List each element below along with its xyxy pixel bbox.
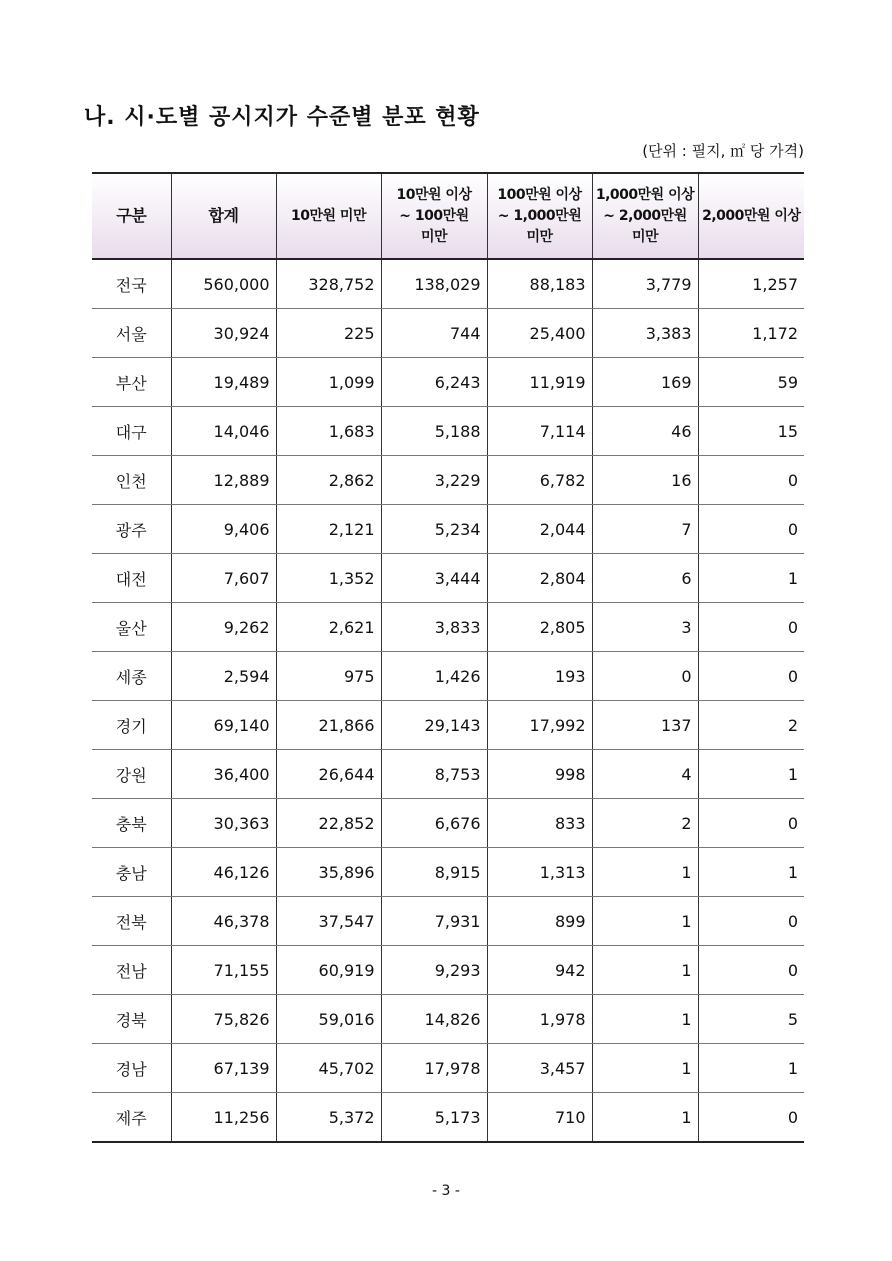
table-cell: 328,752 (276, 259, 381, 309)
table-cell: 69,140 (171, 701, 276, 750)
table-row (92, 309, 804, 358)
table-cell: 11,256 (171, 1093, 276, 1143)
table-cell: 2,862 (276, 456, 381, 505)
price-distribution-table (92, 172, 804, 1143)
table-cell: 1,978 (487, 995, 592, 1044)
table-row (92, 603, 804, 652)
table-cell: 6,782 (487, 456, 592, 505)
table-row (92, 505, 804, 554)
table-cell: 3,457 (487, 1044, 592, 1093)
table-cell: 6 (592, 554, 698, 603)
table-cell: 60,919 (276, 946, 381, 995)
table-cell: 46,378 (171, 897, 276, 946)
table-cell: 4 (592, 750, 698, 799)
table-cell: 2,044 (487, 505, 592, 554)
region-name: 울산 (92, 603, 171, 652)
region-name: 세종 (92, 652, 171, 701)
table-cell: 1,426 (381, 652, 487, 701)
table-cell: 1,683 (276, 407, 381, 456)
table-row (92, 1093, 804, 1143)
table-cell: 1 (592, 1093, 698, 1143)
table-cell: 8,753 (381, 750, 487, 799)
table-cell: 21,866 (276, 701, 381, 750)
table-cell: 7 (592, 505, 698, 554)
table-cell: 3,833 (381, 603, 487, 652)
column-header: 100만원 이상 ~ 1,000만원 미만 (487, 173, 592, 259)
table-cell: 6,243 (381, 358, 487, 407)
column-header: 10만원 이상 ~ 100만원 미만 (381, 173, 487, 259)
table-cell: 1 (592, 897, 698, 946)
table-cell: 17,992 (487, 701, 592, 750)
table-cell: 3,444 (381, 554, 487, 603)
table-cell: 1 (698, 750, 804, 799)
table-cell: 0 (698, 652, 804, 701)
region-name: 경남 (92, 1044, 171, 1093)
table-cell: 0 (592, 652, 698, 701)
table-cell: 75,826 (171, 995, 276, 1044)
table-cell: 2,804 (487, 554, 592, 603)
table-row (92, 701, 804, 750)
table-row (92, 554, 804, 603)
table-cell: 2,121 (276, 505, 381, 554)
table-cell: 0 (698, 456, 804, 505)
region-name: 제주 (92, 1093, 171, 1143)
unit-note: (단위 : 필지, ㎡ 당 가격) (642, 142, 804, 160)
column-header: 합계 (171, 173, 276, 259)
table-cell: 19,489 (171, 358, 276, 407)
region-name: 전국 (92, 259, 171, 309)
page-number: - 3 - (432, 1183, 460, 1199)
table-cell: 14,046 (171, 407, 276, 456)
table-cell: 29,143 (381, 701, 487, 750)
region-name: 충남 (92, 848, 171, 897)
table-cell: 0 (698, 603, 804, 652)
table-cell: 3,779 (592, 259, 698, 309)
table-cell: 3,383 (592, 309, 698, 358)
column-header: 구분 (92, 173, 171, 259)
region-name: 인천 (92, 456, 171, 505)
table-cell: 0 (698, 505, 804, 554)
table-cell: 46 (592, 407, 698, 456)
table-row (92, 1044, 804, 1093)
table-cell: 1,099 (276, 358, 381, 407)
table-cell: 899 (487, 897, 592, 946)
table-cell: 169 (592, 358, 698, 407)
table-cell: 1 (592, 995, 698, 1044)
table-cell: 7,114 (487, 407, 592, 456)
table-cell: 45,702 (276, 1044, 381, 1093)
table-cell: 14,826 (381, 995, 487, 1044)
table-row (92, 652, 804, 701)
column-header: 2,000만원 이상 (698, 173, 804, 259)
table-cell: 30,363 (171, 799, 276, 848)
table-row (92, 897, 804, 946)
column-header: 10만원 미만 (276, 173, 381, 259)
table-cell: 26,644 (276, 750, 381, 799)
table-cell: 17,978 (381, 1044, 487, 1093)
table-row (92, 995, 804, 1044)
table-row (92, 456, 804, 505)
table-cell: 560,000 (171, 259, 276, 309)
table-cell: 9,406 (171, 505, 276, 554)
table-row (92, 358, 804, 407)
region-name: 전남 (92, 946, 171, 995)
table-cell: 6,676 (381, 799, 487, 848)
table-row (92, 799, 804, 848)
table-cell: 16 (592, 456, 698, 505)
table-cell: 1,257 (698, 259, 804, 309)
table-cell: 7,931 (381, 897, 487, 946)
table-cell: 975 (276, 652, 381, 701)
table-cell: 15 (698, 407, 804, 456)
table-row (92, 407, 804, 456)
section-title: 나. 시·도별 공시지가 수준별 분포 현황 (84, 105, 480, 130)
region-name: 대전 (92, 554, 171, 603)
table-cell: 1 (592, 848, 698, 897)
region-name: 광주 (92, 505, 171, 554)
region-name: 전북 (92, 897, 171, 946)
table-cell: 2,594 (171, 652, 276, 701)
table-cell: 1,352 (276, 554, 381, 603)
table-cell: 67,139 (171, 1044, 276, 1093)
table-row (92, 259, 804, 309)
table-cell: 71,155 (171, 946, 276, 995)
table-cell: 35,896 (276, 848, 381, 897)
table-cell: 2,621 (276, 603, 381, 652)
table-cell: 1 (592, 1044, 698, 1093)
table-cell: 0 (698, 1093, 804, 1143)
table-cell: 0 (698, 799, 804, 848)
table-cell: 833 (487, 799, 592, 848)
table-cell: 12,889 (171, 456, 276, 505)
table-row (92, 750, 804, 799)
table-cell: 1 (698, 554, 804, 603)
table-cell: 25,400 (487, 309, 592, 358)
table-cell: 11,919 (487, 358, 592, 407)
table-cell: 710 (487, 1093, 592, 1143)
table-cell: 942 (487, 946, 592, 995)
table-cell: 22,852 (276, 799, 381, 848)
table-cell: 193 (487, 652, 592, 701)
table-cell: 36,400 (171, 750, 276, 799)
table-cell: 5,234 (381, 505, 487, 554)
table-cell: 30,924 (171, 309, 276, 358)
table-cell: 3,229 (381, 456, 487, 505)
table-cell: 9,293 (381, 946, 487, 995)
table-cell: 1 (592, 946, 698, 995)
table-cell: 5,188 (381, 407, 487, 456)
table-cell: 8,915 (381, 848, 487, 897)
region-name: 서울 (92, 309, 171, 358)
table-cell: 5,173 (381, 1093, 487, 1143)
table-row (92, 946, 804, 995)
table-cell: 0 (698, 897, 804, 946)
table-cell: 5 (698, 995, 804, 1044)
table-cell: 9,262 (171, 603, 276, 652)
table-row (92, 848, 804, 897)
table-cell: 46,126 (171, 848, 276, 897)
table-cell: 138,029 (381, 259, 487, 309)
table-cell: 59 (698, 358, 804, 407)
table-cell: 3 (592, 603, 698, 652)
region-name: 충북 (92, 799, 171, 848)
table-cell: 744 (381, 309, 487, 358)
table-cell: 1 (698, 1044, 804, 1093)
region-name: 대구 (92, 407, 171, 456)
table-header-row (92, 173, 804, 259)
table-cell: 998 (487, 750, 592, 799)
table-cell: 225 (276, 309, 381, 358)
region-name: 경북 (92, 995, 171, 1044)
table-cell: 5,372 (276, 1093, 381, 1143)
table-cell: 1,172 (698, 309, 804, 358)
table-cell: 37,547 (276, 897, 381, 946)
region-name: 부산 (92, 358, 171, 407)
region-name: 강원 (92, 750, 171, 799)
table-cell: 1 (698, 848, 804, 897)
table-cell: 0 (698, 946, 804, 995)
table-cell: 1,313 (487, 848, 592, 897)
column-header: 1,000만원 이상 ~ 2,000만원 미만 (592, 173, 698, 259)
table-cell: 7,607 (171, 554, 276, 603)
table-cell: 2 (592, 799, 698, 848)
table-cell: 2 (698, 701, 804, 750)
table-cell: 59,016 (276, 995, 381, 1044)
table-body (92, 259, 804, 1142)
table-cell: 2,805 (487, 603, 592, 652)
table-cell: 88,183 (487, 259, 592, 309)
region-name: 경기 (92, 701, 171, 750)
table-cell: 137 (592, 701, 698, 750)
